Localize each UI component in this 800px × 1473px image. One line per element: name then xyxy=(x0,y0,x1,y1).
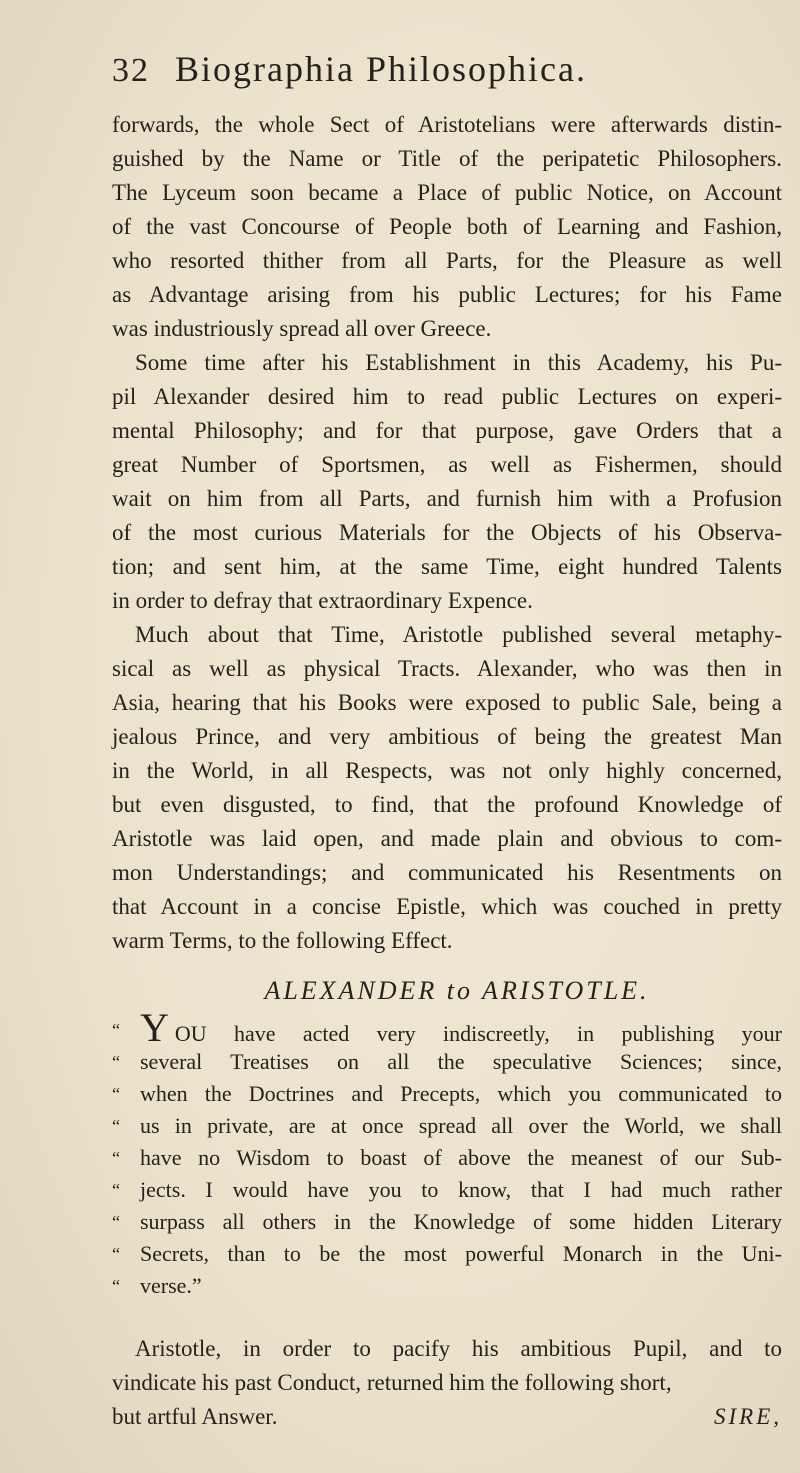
text-line: mon Understandings; and communicated his Resentments on xyxy=(112,860,782,885)
letter-line xyxy=(112,1046,782,1078)
letter-line xyxy=(112,1078,782,1110)
paragraph-4 xyxy=(112,1332,782,1400)
quote-mark: “ xyxy=(112,1180,120,1200)
quote-mark: “ xyxy=(112,1052,120,1072)
running-title: Biographia Philosophica. xyxy=(175,49,587,89)
paragraph-2 xyxy=(112,346,782,618)
text-line: tion; and sent him, at the same Time, eight hundred Talents xyxy=(112,554,782,579)
letter-line xyxy=(112,1238,782,1270)
text-line: Much about that Time, Aristotle published several metaphy- xyxy=(135,622,782,647)
drop-cap: Y xyxy=(140,1005,169,1050)
letter-line xyxy=(112,1174,782,1206)
quote-mark: “ xyxy=(112,1084,120,1104)
text-line: sical as well as physical Tracts. Alexander, who was then in xyxy=(112,656,782,681)
letter-line xyxy=(112,1110,782,1142)
text-line: forwards, the whole Sect of Aristotelians were afterwards distin- xyxy=(112,112,782,137)
final-line xyxy=(112,1400,782,1434)
page-number: 32 xyxy=(112,52,150,89)
text-line: Asia, hearing that his Books were exposed to public Sale, being a xyxy=(112,690,782,715)
text-line: Some time after his Establishment in this Academy, his Pu- xyxy=(135,350,782,375)
text-line: of the most curious Materials for the Objects of his Observa- xyxy=(112,520,782,545)
page-body xyxy=(112,108,782,1434)
quote-mark: “ xyxy=(112,1116,120,1136)
text-line: Aristotle was laid open, and made plain and obvious to com- xyxy=(112,826,782,851)
text-line: great Number of Sportsmen, as well as Fishermen, should xyxy=(112,452,782,477)
letter-line-text: Secrets, than to be the most powerful Monarch in the Uni- xyxy=(140,1241,782,1266)
text-line: guished by the Name or Title of the peripatetic Philosophers. xyxy=(112,146,782,171)
text-line: in order to defray that extraordinary Expence. xyxy=(112,588,533,613)
quote-mark: “ xyxy=(112,1276,120,1296)
quote-mark: “ xyxy=(112,1244,120,1264)
letter-text xyxy=(112,1005,782,1302)
text-line: as Advantage arising from his public Lectures; for his Fame xyxy=(112,282,782,307)
letter-line xyxy=(112,1005,782,1050)
letter-line-text xyxy=(140,1005,782,1050)
text-line: Aristotle, in order to pacify his ambitious Pupil, and to xyxy=(135,1336,782,1361)
quote-mark: “ xyxy=(112,1212,120,1232)
text-line: vindicate his past Conduct, returned him the following short, xyxy=(112,1370,672,1395)
text-line: pil Alexander desired him to read public Lectures on experi- xyxy=(112,384,782,409)
paragraph-1 xyxy=(112,108,782,346)
text-line: but even disgusted, to find, that the profound Knowledge of xyxy=(112,792,782,817)
text-line: mental Philosophy; and for that purpose, gave Orders that a xyxy=(112,418,782,443)
letter-line-text: have no Wisdom to boast of above the meanest of our Sub- xyxy=(140,1145,782,1170)
letter-line xyxy=(112,1270,782,1302)
letter-line-text: when the Doctrines and Precepts, which you communicated to xyxy=(140,1081,782,1106)
letter-line-text: several Treatises on all the speculative Sciences; since, xyxy=(140,1049,782,1074)
final-line-text: but artful Answer. xyxy=(112,1404,278,1429)
text-line: in the World, in all Respects, was not only highly concerned, xyxy=(112,758,782,783)
text-line: who resorted thither from all Parts, for the Pleasure as well xyxy=(112,248,782,273)
quote-mark: “ xyxy=(112,1020,120,1040)
paragraph-3 xyxy=(112,618,782,958)
letter-line-text: us in private, are at once spread all over the World, we shall xyxy=(140,1113,782,1138)
letter-heading: ALEXANDER to ARISTOTLE. xyxy=(264,976,650,1005)
text-line: The Lyceum soon became a Place of public Notice, on Account xyxy=(112,180,782,205)
text-line: jealous Prince, and very ambitious of being the greatest Man xyxy=(112,724,782,749)
quote-mark: “ xyxy=(112,1148,120,1168)
letter-line-text: surpass all others in the Knowledge of some hidden Literary xyxy=(140,1209,782,1234)
letter-line-rest: OU have acted very indiscreetly, in publishing your xyxy=(174,1021,782,1046)
text-line: wait on him from all Parts, and furnish him with a Profusion xyxy=(112,486,782,511)
page-header xyxy=(112,48,762,96)
text-line: of the vast Concourse of People both of Learning and Fashion, xyxy=(112,214,782,239)
letter-line xyxy=(112,1206,782,1238)
text-line: was industriously spread all over Greece. xyxy=(112,316,492,341)
letter-line-text: jects. I would have you to know, that I had much rather xyxy=(140,1177,782,1202)
text-line: that Account in a concise Epistle, which was couched in pretty xyxy=(112,894,782,919)
catchword: SIRE, xyxy=(713,1404,782,1429)
letter-line xyxy=(112,1142,782,1174)
letter-line-text: verse.” xyxy=(140,1273,202,1298)
text-line: warm Terms, to the following Effect. xyxy=(112,928,453,953)
